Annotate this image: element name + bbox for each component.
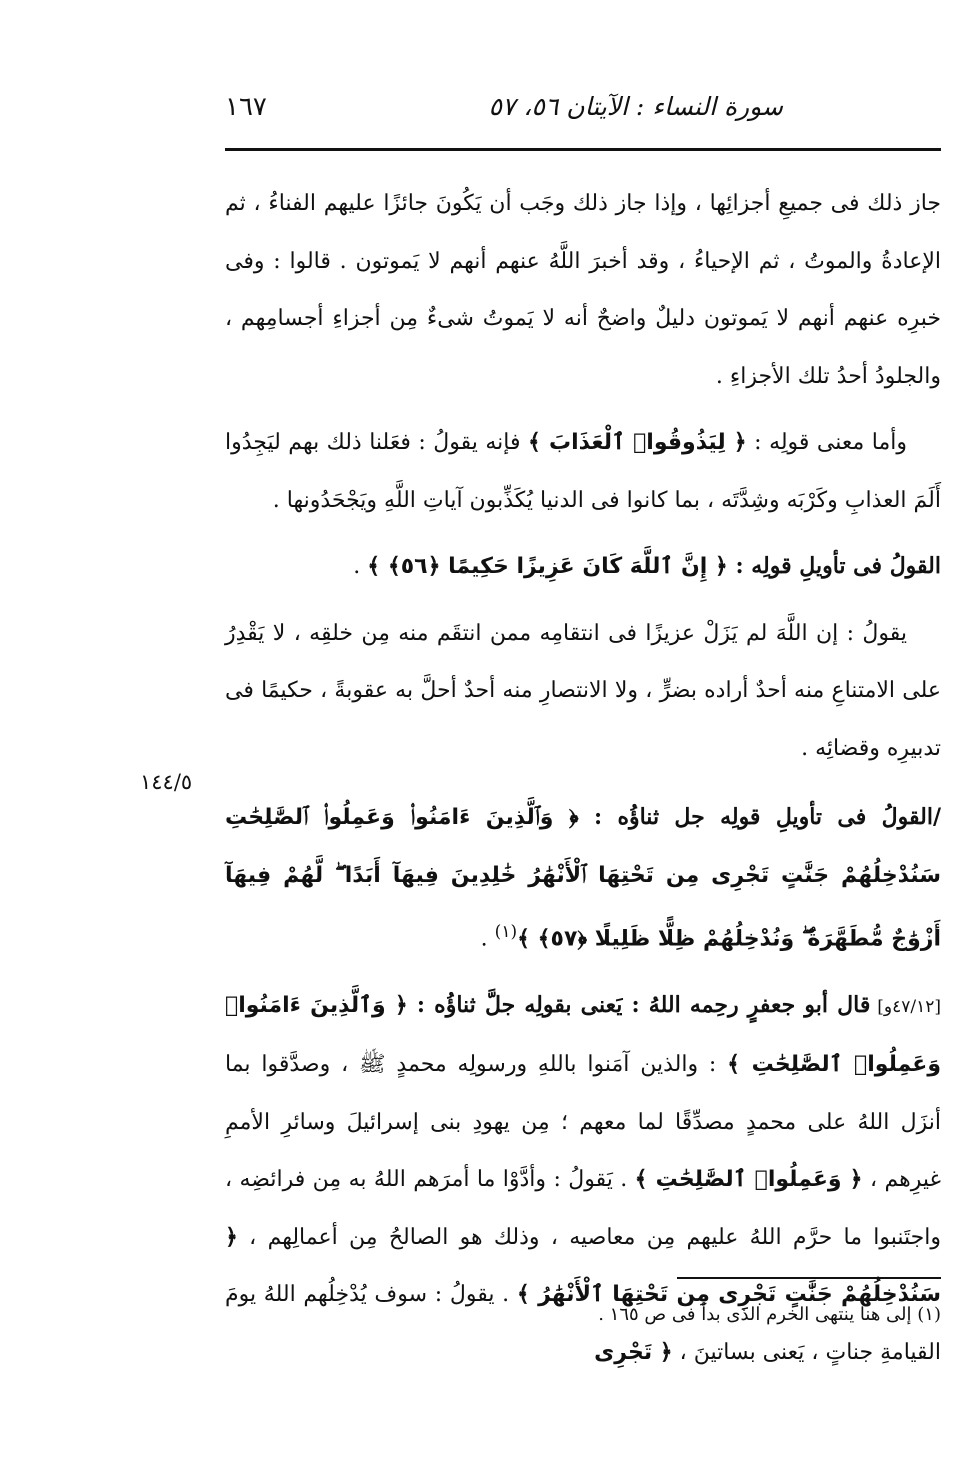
- text-run: . يقولُ : سوف يُدْخِلُهم اللهُ يومَ القيامةِ جناتٍ ، يَعنى بساتينَ ،: [225, 1282, 941, 1365]
- quran-verse: ﴿ وَعَمِلُوا۟ ٱلصَّٰلِحَٰتِ ﴾: [634, 1167, 863, 1193]
- margin-reference: ١٤٤/٥: [140, 770, 193, 794]
- text-run: يقولُ : إن اللَّهَ لم يَزَلْ عزيزًا فى انتقامِه ممن انتقَم منه مِن خلقِه ، لا يَقْدِرُ على الامتناعِ منه أحدٌ أراده بضرٍّ ، ولا الانتصارِ منه أحدٌ أحلَّ به عقوبةً ، حكيمًا فى تدبيرِه وقضائِه .: [225, 620, 941, 761]
- text-run: .: [353, 554, 368, 579]
- manuscript-reference: [٤٧/١٢و]: [870, 996, 941, 1017]
- text-run: جاز ذلك فى جميعِ أجزائِها ، وإذا جاز ذلك وجَب أن يَكُونَ جائزًا عليهم الفناءُ ، ثم الإعادةُ والموتُ ، ثم الإحياءُ ، وقد أخبرَ اللَّهُ عنهم أنهم لا يَموتون . قالوا : وفى خبرِه عنهم أنهم لا يَموتون دليلٌ واضحٌ أنه لا يَموتُ شىءٌ مِن أجزاءِ أجسامِهم ، والجلودُ أحدُ تلك الأجزاءِ .: [225, 191, 941, 389]
- main-text: [225, 175, 941, 1390]
- paragraph: [225, 175, 941, 405]
- paragraph: [225, 414, 941, 529]
- page-number: ١٦٧: [225, 92, 267, 122]
- quran-verse: ﴿ سَنُدْخِلُهُمْ جَنَّٰتٍ تَجْرِى مِن تَحْتِهَا ٱلْأَنْهَٰرُ ﴾: [225, 1224, 941, 1308]
- quran-verse: ﴿ إِنَّ ٱللَّهَ كَانَ عَزِيزًا حَكِيمًا ﴿٥٦﴾ ﴾: [367, 554, 728, 579]
- surah-title: سورة النساء : الآيتان ٥٦، ٥٧: [488, 92, 783, 121]
- footnote: (١) إلى هنا ينتهى الخرم الذى بدأ فى ص ١٦٥ .: [598, 1304, 941, 1325]
- footnote-rule: [677, 1277, 941, 1279]
- text-run: .: [480, 926, 495, 952]
- quran-verse: ﴿ وَٱلَّذِينَ ءَامَنُوا۟ وَعَمِلُوا۟ ٱلصَّٰلِحَٰتِ سَنُدْخِلُهُمْ جَنَّٰتٍ تَجْرِى مِن تَحْتِهَا ٱلْأَنْهَٰرُ خَٰلِدِينَ فِيهَآ أَبَدًا ۖ لَّهُمْ فِيهَآ أَزْوَٰجٌ مُّطَهَّرَةٌ ۖ وَنُدْخِلُهُمْ ظِلًّا ظَلِيلًا ﴿٥٧﴾ ﴾: [225, 805, 941, 952]
- text-run: وأما معنى قولِه :: [746, 430, 907, 455]
- text-run: : والذين آمَنوا باللهِ ورسولِه محمدٍ ﷺ ، وصدَّقوا بما أنزَل اللهُ على محمدٍ مصدِّقًا لما معهم ؛ مِن يهودِ بنى إسرائيلَ وسائرِ الأممِ غيرِهم ،: [225, 1052, 941, 1193]
- heading-text: /القولُ فى تأويلِ قولِه جل ثناؤُه :: [578, 804, 941, 830]
- quran-verse: ﴿ وَٱلَّذِينَ ءَامَنُوا۟ وَعَمِلُوا۟ ٱلصَّٰلِحَٰتِ ﴾: [225, 992, 941, 1078]
- paragraph: [225, 605, 941, 778]
- section-heading: [225, 789, 941, 968]
- footnote-marker: (١): [494, 922, 518, 942]
- text-run: . يَقولُ : وأدَّوْا ما أمرَهم اللهُ به مِن فرائضِه ، واجتَنبوا ما حرَّم اللهُ عليهم مِن معاصيه ، وذلك هو الصالحُ مِن أعمالِهم ،: [225, 1167, 941, 1250]
- header-rule: [225, 148, 941, 151]
- quran-verse: ﴿ تَجْرِى: [594, 1339, 673, 1365]
- text-run: فإنه يقولُ : فعَلنا ذلك بهم ليَجِدُوا أَلَمَ العذابِ وكَرْبَه وشِدَّتَه ، بما كانوا فى الدنيا يُكَذِّبون آياتِ اللَّهِ ويَجْحَدُونها .: [225, 430, 941, 513]
- author-attribution: قال أبو جعفرٍ رحِمه اللهُ : يَعنى بقولِه جلَّ ثناؤُه :: [407, 991, 871, 1018]
- page-header: [225, 92, 941, 142]
- heading-text: القولُ فى تأويلِ قولِه :: [727, 553, 941, 579]
- section-heading: [225, 538, 941, 596]
- quran-verse: ﴿ لِيَذُوقُوا۟ ٱلْعَذَابَ ﴾: [528, 430, 747, 455]
